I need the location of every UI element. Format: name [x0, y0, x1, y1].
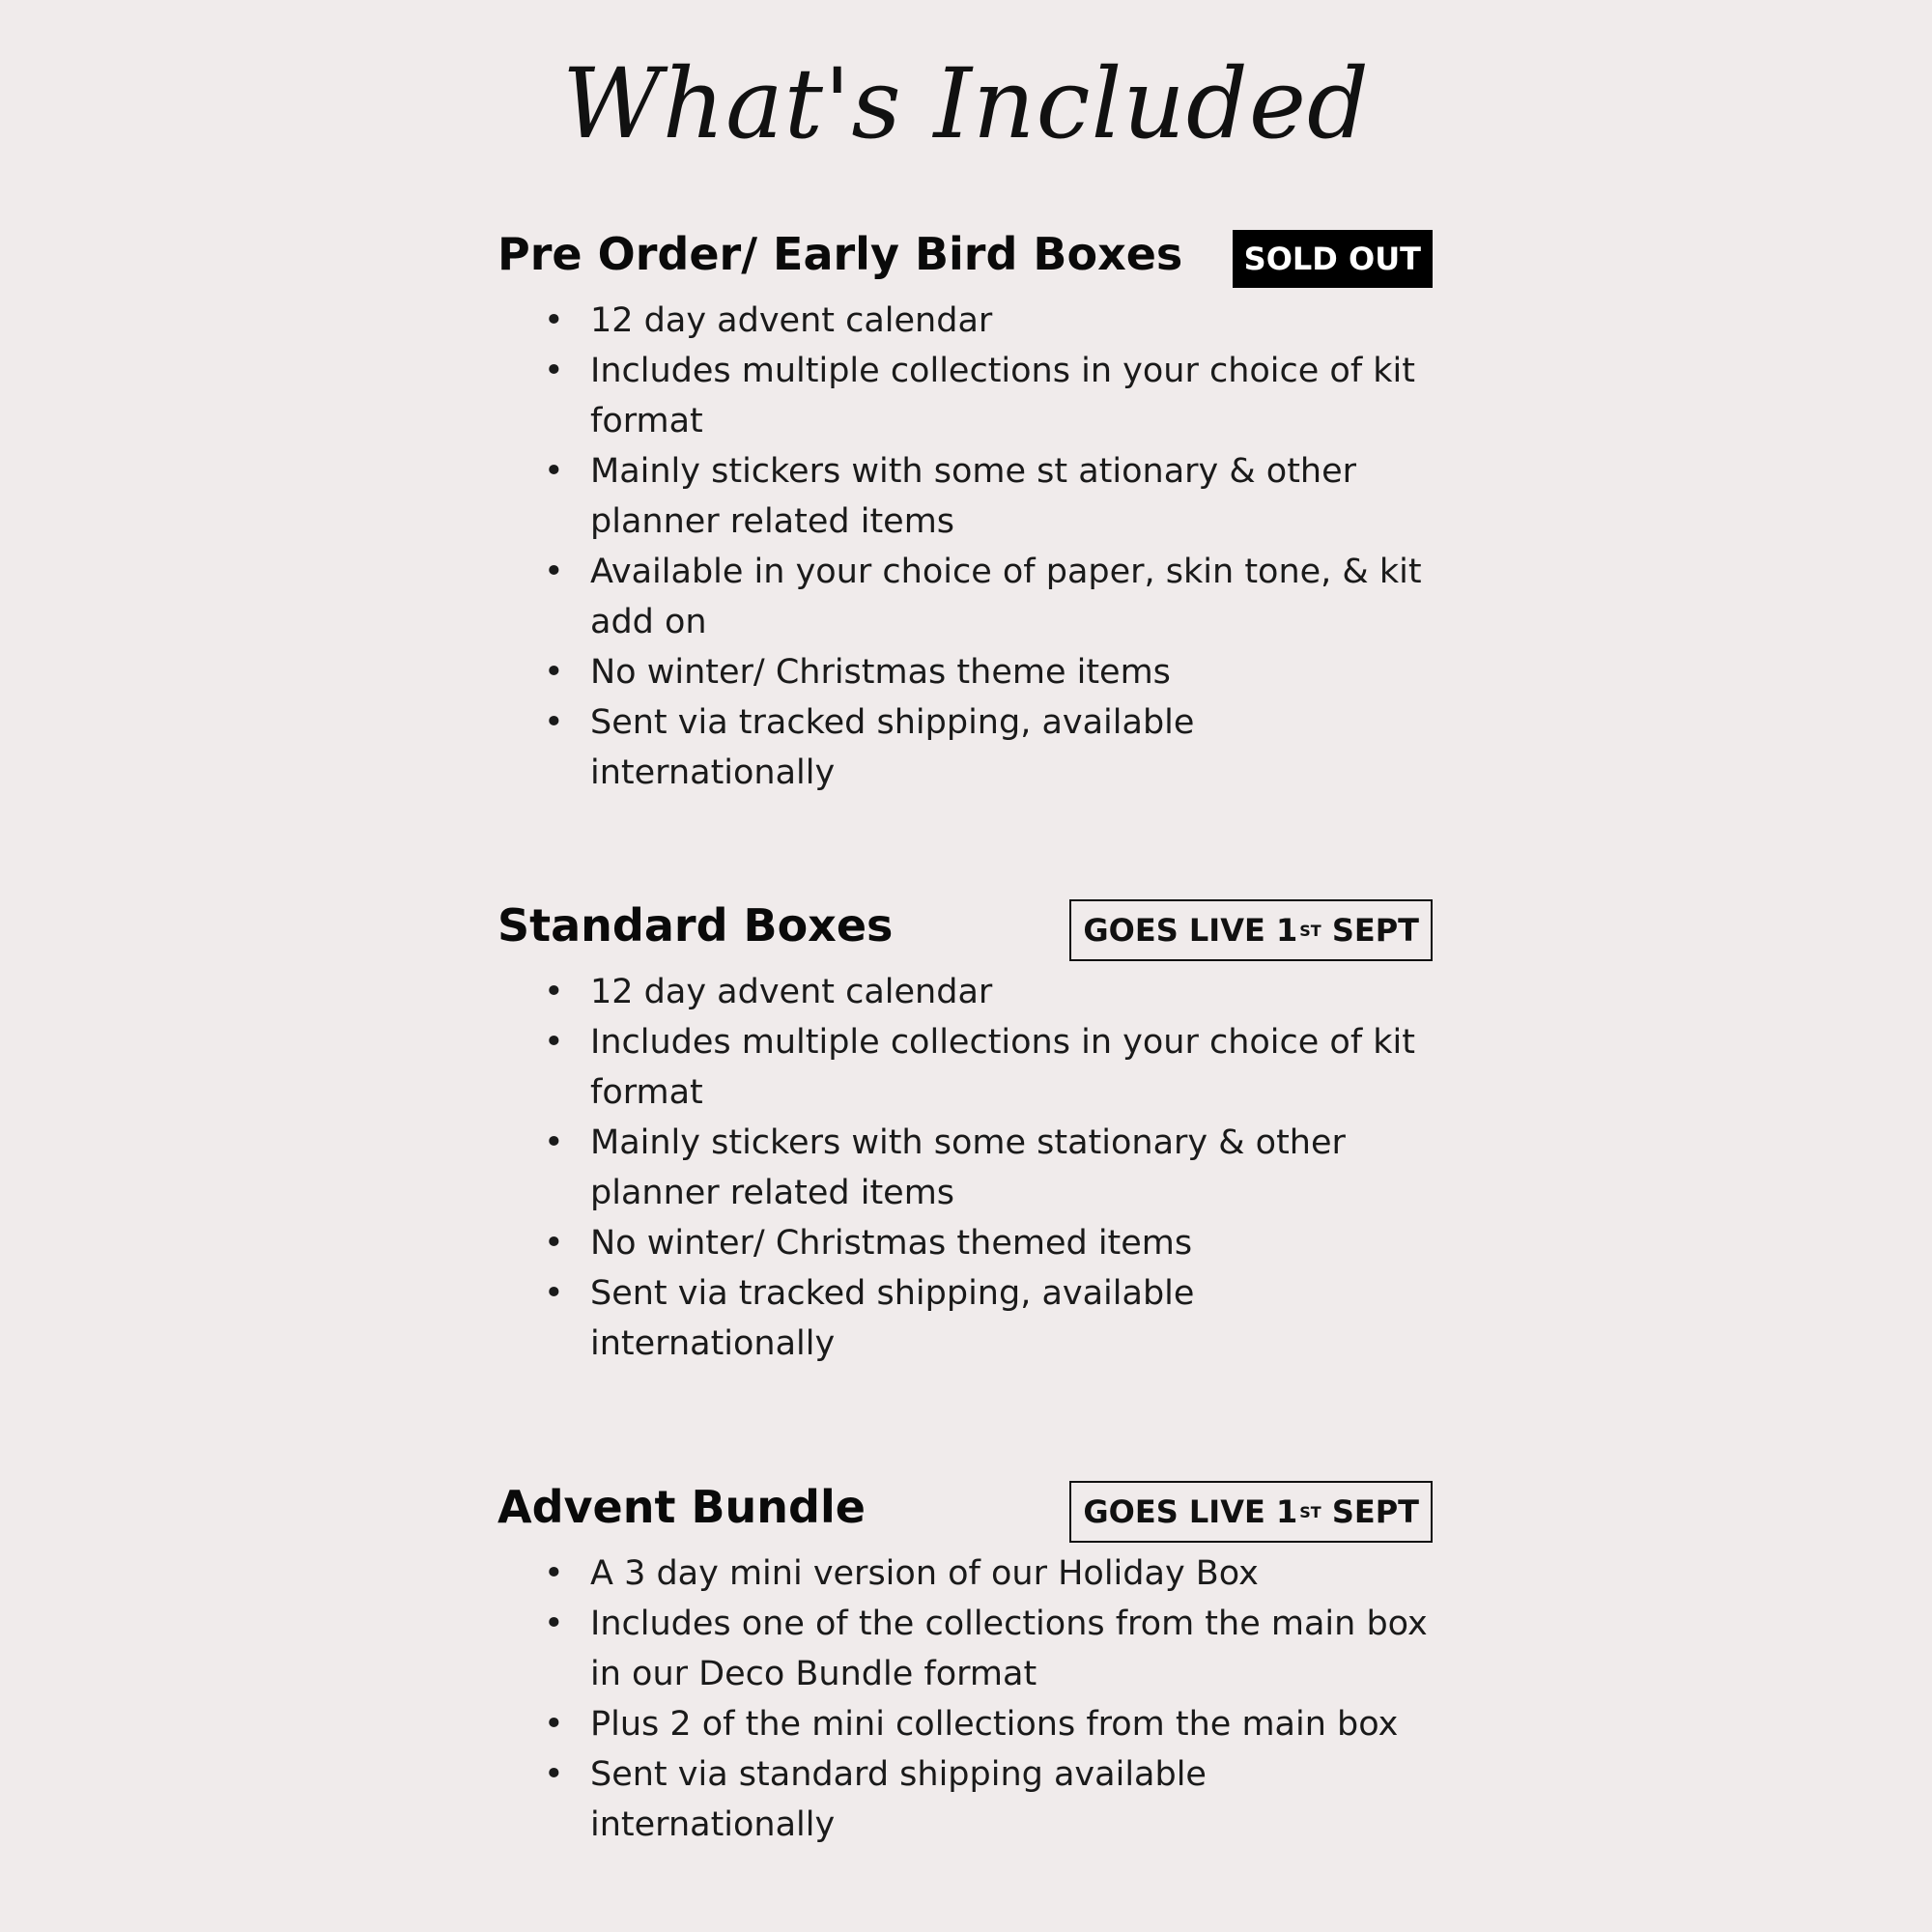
- section-heading: Standard Boxes: [497, 899, 894, 952]
- list-item: • Sent via standard shipping available internationally: [573, 1749, 1433, 1850]
- section-advent-bundle: [497, 1475, 1433, 1850]
- badge-sup: ST: [1299, 921, 1321, 940]
- section-standard: [497, 894, 1433, 1369]
- section-header: [497, 894, 1433, 957]
- sold-out-badge: [1233, 230, 1433, 288]
- badge-text: GOES LIVE 1: [1083, 1493, 1298, 1530]
- badge-sup: ST: [1299, 1502, 1321, 1521]
- section-header: [497, 1475, 1433, 1539]
- badge-text: SOLD OUT: [1243, 241, 1421, 277]
- badge-text: GOES LIVE 1: [1083, 912, 1298, 949]
- feature-list: [497, 1548, 1433, 1850]
- list-item: • Plus 2 of the mini collections from the main box: [573, 1699, 1433, 1749]
- page-title: What's Included: [561, 47, 1371, 160]
- goes-live-badge: [1069, 899, 1433, 961]
- badge-text-after: SEPT: [1321, 1493, 1419, 1530]
- section-heading: Pre Order/ Early Bird Boxes: [497, 228, 1183, 280]
- list-item: • Available in your choice of paper, skin tone, & kit add on: [573, 547, 1433, 647]
- list-item: • Sent via tracked shipping, available internationally: [573, 1268, 1433, 1369]
- list-item: • Mainly stickers with some st ationary & other planner related items: [573, 446, 1433, 547]
- list-item: • 12 day advent calendar: [573, 296, 1433, 346]
- list-item: • No winter/ Christmas themed items: [573, 1218, 1433, 1268]
- section-pre-order: [497, 222, 1433, 798]
- list-item: • No winter/ Christmas theme items: [573, 647, 1433, 697]
- goes-live-badge: [1069, 1481, 1433, 1543]
- list-item: • Includes one of the collections from the main box in our Deco Bundle format: [573, 1599, 1433, 1699]
- list-item: • A 3 day mini version of our Holiday Box: [573, 1548, 1433, 1599]
- list-item: • Mainly stickers with some stationary & other planner related items: [573, 1118, 1433, 1218]
- list-item: • 12 day advent calendar: [573, 967, 1433, 1017]
- feature-list: [497, 967, 1433, 1369]
- section-header: [497, 222, 1433, 286]
- list-item: • Includes multiple collections in your choice of kit format: [573, 1017, 1433, 1118]
- list-item: • Includes multiple collections in your choice of kit format: [573, 346, 1433, 446]
- section-heading: Advent Bundle: [497, 1481, 866, 1533]
- feature-list: [497, 296, 1433, 798]
- badge-text-after: SEPT: [1321, 912, 1419, 949]
- list-item: • Sent via tracked shipping, available internationally: [573, 697, 1433, 798]
